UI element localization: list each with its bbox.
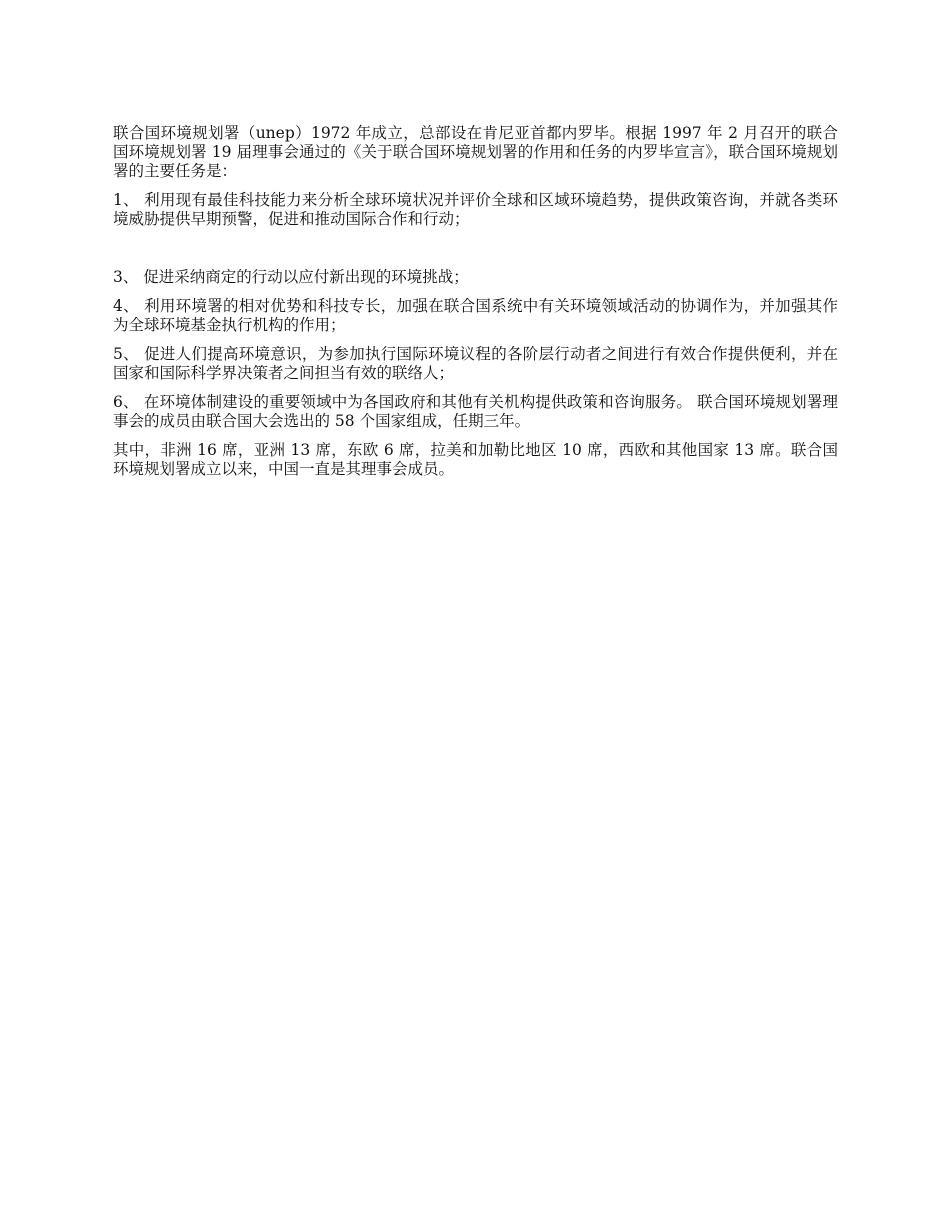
- document-page: [113, 124, 838, 489]
- task-item-1: 1、 利用现有最佳科技能力来分析全球环境状况并评价全球和区域环境趋势，提供政策咨询，并就各类环境威胁提供早期预警，促进和推动国际合作和行动；: [113, 191, 838, 228]
- intro-paragraph: 联合国环境规划署（unep）1972 年成立，总部设在肯尼亚首都内罗毕。根据 1997 年 2 月召开的联合国环境规划署 19 届理事会通过的《关于联合国环境规划署的作用和任务的内罗毕宣言》，联合国环境规划署的主要任务是：: [113, 124, 838, 180]
- task-item-5: 5、 促进人们提高环境意识，为参加执行国际环境议程的各阶层行动者之间进行有效合作提供便利，并在国家和国际科学界决策者之间担当有效的联络人；: [113, 345, 838, 382]
- task-item-4: 4、 利用环境署的相对优势和科技专长，加强在联合国系统中有关环境领域活动的协调作为，并加强其作为全球环境基金执行机构的作用；: [113, 297, 838, 334]
- task-item-3: 3、 促进采纳商定的行动以应付新出现的环境挑战；: [113, 268, 469, 286]
- task-item-6: 6、 在环境体制建设的重要领域中为各国政府和其他有关机构提供政策和咨询服务。 联合国环境规划署理事会的成员由联合国大会选出的 58 个国家组成，任期三年。: [113, 393, 838, 430]
- membership-paragraph: 其中，非洲 16 席，亚洲 13 席，东欧 6 席，拉美和加勒比地区 10 席，西欧和其他国家 13 席。联合国环境规划署成立以来，中国一直是其理事会成员。: [113, 441, 838, 478]
